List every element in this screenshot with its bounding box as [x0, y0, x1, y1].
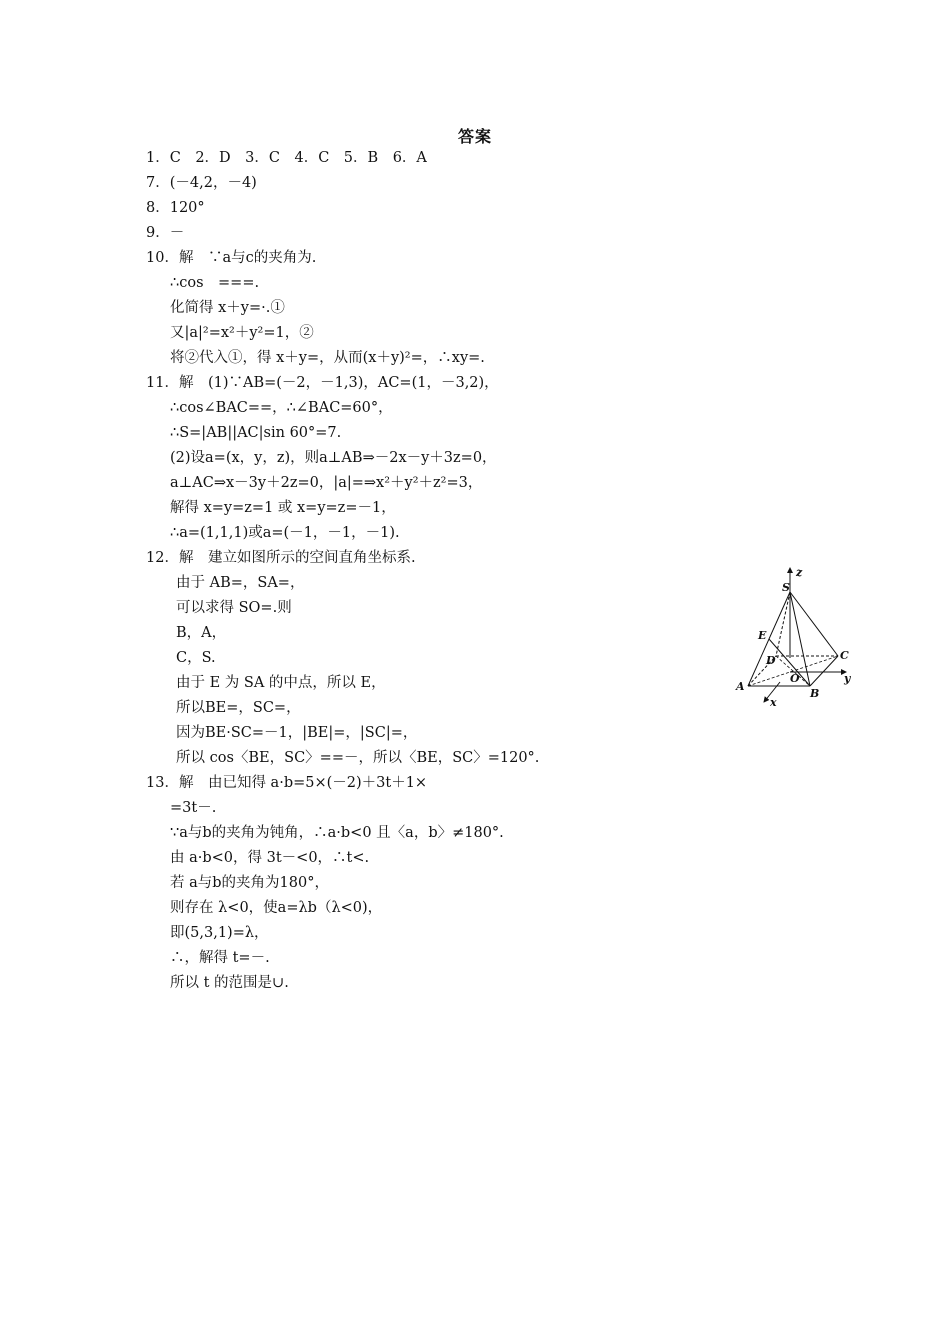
- text-line: ∴，解得 t=－.: [170, 950, 270, 966]
- text-line: 8．120°: [146, 200, 205, 216]
- text-line: 将②代入①，得 x＋y=，从而(x＋y)²=，∴xy=.: [170, 350, 485, 366]
- label-E: E: [758, 629, 767, 642]
- text-line: 7．(－4,2，－4): [146, 175, 257, 191]
- pyramid-coordinate-figure: [728, 562, 858, 710]
- text-line: B，A，: [176, 625, 227, 641]
- text-line: 12．解 建立如图所示的空间直角坐标系.: [146, 550, 416, 566]
- text-line: ∴cos ===.: [170, 275, 260, 291]
- text-line: 则存在 λ<0，使a=λb（λ<0)，: [170, 900, 383, 916]
- label-S: S: [782, 581, 790, 594]
- label-B: B: [810, 687, 820, 700]
- text-line: 化简得 x＋y=·.①: [170, 300, 285, 316]
- label-D: D: [766, 654, 776, 667]
- text-line: 10．解 ∵a与c的夹角为.: [146, 250, 317, 266]
- label-A: A: [736, 680, 745, 693]
- label-x: x: [770, 696, 777, 709]
- text-line: ∴a=(1,1,1)或a=(－1，－1，－1).: [170, 525, 400, 541]
- text-line: 所以 t 的范围是∪.: [170, 975, 289, 991]
- text-line: ∴S=|AB||AC|sin 60°=7.: [170, 425, 342, 441]
- text-line: 9．－: [146, 225, 185, 241]
- text-line: =3t－.: [170, 800, 217, 816]
- page-title: 答案: [457, 127, 492, 146]
- text-line: 因为BE·SC=－1，|BE|=，|SC|=，: [176, 725, 418, 741]
- text-line: 13．解 由已知得 a·b=5×(－2)＋3t＋1×: [146, 775, 428, 791]
- text-line: ∵a与b的夹角为钝角，∴a·b<0 且〈a，b〉≠180°.: [170, 825, 504, 841]
- text-line: 由于 E 为 SA 的中点，所以 E，: [176, 675, 386, 691]
- text-line: 1．C 2．D 3．C 4．C 5．B 6．A: [146, 150, 427, 166]
- label-O: O: [790, 672, 800, 685]
- text-line: 由 a·b<0，得 3t－<0，∴t<.: [170, 850, 370, 866]
- text-line: (2)设a=(x，y，z)，则a⊥AB⇒－2x－y＋3z=0，: [170, 450, 497, 466]
- label-C: C: [840, 649, 849, 662]
- text-line: a⊥AC⇒x－3y＋2z=0，|a|=⇒x²＋y²＋z²=3，: [170, 475, 483, 491]
- text-line: 即(5,3,1)=λ，: [170, 925, 269, 941]
- text-line: 可以求得 SO=.则: [176, 600, 292, 616]
- label-z: z: [796, 566, 803, 579]
- text-line: 解得 x=y=z=1 或 x=y=z=－1，: [170, 500, 396, 516]
- text-line: 11．解 (1)∵AB=(－2，－1,3)，AC=(1，－3,2)，: [146, 375, 499, 391]
- text-line: 又|a|²=x²＋y²=1，②: [170, 325, 314, 341]
- text-line: C，S.: [176, 650, 216, 666]
- text-line: 所以BE=，SC=，: [176, 700, 301, 716]
- text-line: 由于 AB=，SA=，: [176, 575, 305, 591]
- edge-SD: [776, 592, 790, 656]
- text-line: 若 a与b的夹角为180°，: [170, 875, 329, 891]
- text-line: 所以 cos〈BE，SC〉==－，所以〈BE，SC〉=120°.: [176, 750, 540, 766]
- text-line: ∴cos∠BAC==，∴∠BAC=60°，: [170, 400, 393, 416]
- label-y: y: [844, 672, 851, 685]
